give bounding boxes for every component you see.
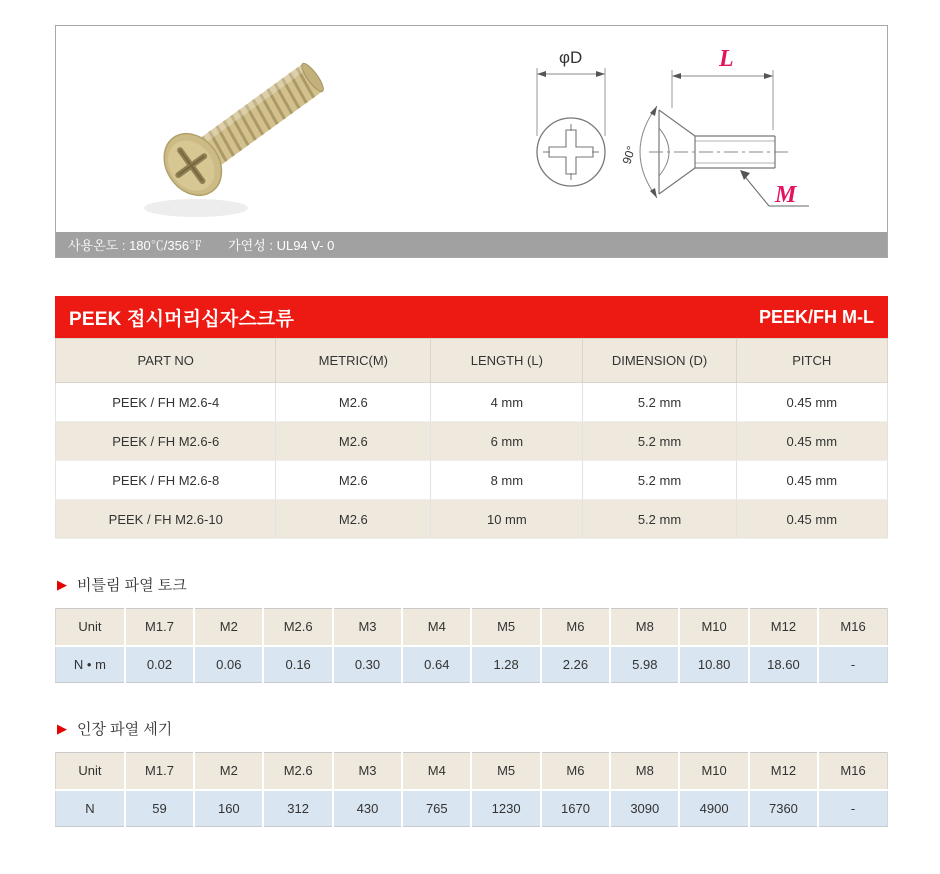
column-header: M2 [194,609,263,646]
table-cell: 1230 [471,790,540,827]
header-row [56,753,888,790]
tensile-table [55,752,888,827]
column-header: M8 [610,609,679,646]
header-row [56,609,888,646]
table-cell: 0.02 [125,646,194,683]
table-cell: 4900 [679,790,748,827]
table-cell: 0.30 [333,646,402,683]
column-header: M16 [818,609,887,646]
table-cell: 3090 [610,790,679,827]
product-code: PEEK/FH M-L [759,306,874,327]
table-cell: 59 [125,790,194,827]
column-header: M10 [679,753,748,790]
table-cell: 4 mm [431,383,583,422]
table-cell: 0.45 mm [736,500,887,539]
technical-drawing [509,30,879,235]
table-cell: 1670 [541,790,610,827]
usage-info-bar [56,232,887,257]
table-cell: 7360 [749,790,818,827]
tensile-heading-text: 인장 파열 세기 [77,721,173,738]
table-cell: - [818,646,887,683]
table-row [56,790,888,827]
column-header: M16 [818,753,887,790]
metric-dimension-label: M [775,182,797,208]
column-header: Unit [56,609,125,646]
table-cell: 5.98 [610,646,679,683]
table-cell: 10 mm [431,500,583,539]
column-header: M5 [471,609,540,646]
table-cell: 160 [194,790,263,827]
table-cell: 0.45 mm [736,383,887,422]
table-cell: 2.26 [541,646,610,683]
table-cell: 0.45 mm [736,422,887,461]
column-header: DIMENSION (D) [583,339,736,383]
column-header: M6 [541,609,610,646]
table-row [56,646,888,683]
column-header: M5 [471,753,540,790]
angle-dimension-label: 90° [619,144,639,166]
column-header: PITCH [736,339,887,383]
torque-section-heading [57,574,888,595]
table-cell: 5.2 mm [583,422,736,461]
section-arrow-icon: ▶ [57,577,67,592]
table-cell: N [56,790,125,827]
table-cell: 430 [333,790,402,827]
table-cell: N • m [56,646,125,683]
column-header: M4 [402,753,471,790]
column-header: M2.6 [263,753,332,790]
column-header: PART NO [56,339,276,383]
table-cell: 5.2 mm [583,500,736,539]
length-dimension-label: L [719,46,734,72]
table-row [56,500,888,539]
column-header: M2.6 [263,609,332,646]
section-arrow-icon: ▶ [57,721,67,736]
phillips-cross-icon [549,130,593,174]
table-cell: 8 mm [431,461,583,500]
table-cell: 765 [402,790,471,827]
table-cell: 5.2 mm [583,461,736,500]
product-image-box [55,25,888,258]
table-cell: PEEK / FH M2.6-4 [56,383,276,422]
column-header: M4 [402,609,471,646]
table-row [56,422,888,461]
usage-temperature-text: 사용온도 : 180℃/356℉ [68,238,203,253]
table-cell: 0.16 [263,646,332,683]
column-header: M3 [333,609,402,646]
table-cell: 18.60 [749,646,818,683]
table-cell: 10.80 [679,646,748,683]
screw-photo-image [118,56,408,231]
screw-photo [118,56,408,236]
product-title: PEEK 접시머리십자스크류 [69,308,295,330]
column-header: METRIC(M) [276,339,431,383]
column-header: M1.7 [125,609,194,646]
table-cell: PEEK / FH M2.6-10 [56,500,276,539]
column-header: M10 [679,609,748,646]
column-header: M8 [610,753,679,790]
column-header: M6 [541,753,610,790]
table-cell: 312 [263,790,332,827]
column-header: M12 [749,753,818,790]
flammability-text: 가연성 : UL94 V- 0 [228,238,335,253]
table-cell: - [818,790,887,827]
table-cell: 0.06 [194,646,263,683]
table-row [56,383,888,422]
table-cell: M2.6 [276,500,431,539]
column-header: M12 [749,609,818,646]
table-row [56,461,888,500]
product-title-bar [55,296,888,338]
table-cell: 0.45 mm [736,461,887,500]
spec-table [55,338,888,539]
header-row [56,339,888,383]
column-header: Unit [56,753,125,790]
torque-table [55,608,888,683]
table-cell: M2.6 [276,383,431,422]
tensile-section-heading [57,718,888,739]
product-spec-page [55,25,888,827]
table-cell: 0.64 [402,646,471,683]
column-header: M3 [333,753,402,790]
table-cell: 5.2 mm [583,383,736,422]
table-cell: PEEK / FH M2.6-6 [56,422,276,461]
diameter-dimension-label: φD [559,48,583,67]
table-cell: M2.6 [276,461,431,500]
column-header: M1.7 [125,753,194,790]
column-header: LENGTH (L) [431,339,583,383]
table-cell: 6 mm [431,422,583,461]
table-cell: PEEK / FH M2.6-8 [56,461,276,500]
column-header: M2 [194,753,263,790]
technical-drawing-image [509,30,879,230]
table-cell: 1.28 [471,646,540,683]
table-cell: M2.6 [276,422,431,461]
torque-heading-text: 비틀림 파열 토크 [77,577,187,594]
